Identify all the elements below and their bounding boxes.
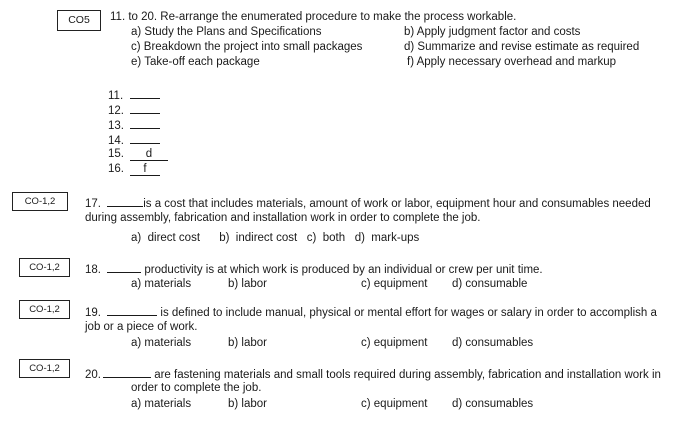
question-text: is a cost that includes materials, amount of work or labor, equipment hour and consumables needed — [143, 198, 651, 210]
question-19 — [85, 304, 657, 320]
answer-blank[interactable] — [107, 195, 143, 207]
choice-b: b) labor — [228, 337, 267, 349]
answer-number: 14. — [108, 135, 124, 147]
question-text: are fastening materials and small tools required during assembly, fabrication and installation work in — [154, 369, 661, 381]
choice-b: b) labor — [228, 398, 267, 410]
answer-blank[interactable] — [103, 366, 151, 378]
answer-row — [108, 132, 160, 148]
answer-row — [108, 147, 168, 161]
question-20-cont: order to complete the job. — [131, 382, 262, 394]
option-e: e) Take-off each package — [131, 56, 260, 68]
choice-d: d) consumable — [452, 278, 528, 290]
question-17 — [85, 195, 651, 211]
choice-a: a) materials — [131, 278, 192, 290]
answer-blank[interactable] — [130, 87, 160, 99]
answer-blank[interactable] — [130, 117, 160, 129]
choice-d: d) consumables — [452, 337, 534, 349]
question-number: 18. — [85, 264, 101, 276]
answer-row — [108, 162, 160, 176]
question-text: is defined to include manual, physical or mental effort for wages or salary in order to accomplish a — [160, 307, 657, 319]
option-c: c) Breakdown the project into small packages — [131, 41, 363, 53]
choice-a: a) materials — [131, 398, 192, 410]
answer-blank[interactable] — [107, 261, 141, 273]
answer-blank[interactable] — [107, 304, 157, 316]
question-17-choices: a) direct cost b) indirect cost c) both d) mark-ups — [131, 232, 420, 244]
answer-blank[interactable] — [130, 132, 160, 144]
option-a: a) Study the Plans and Specifications — [131, 26, 322, 38]
option-d: d) Summarize and revise estimate as required — [404, 41, 640, 53]
co-tag: CO-1,2 — [19, 359, 70, 378]
option-f: f) Apply necessary overhead and markup — [407, 56, 617, 68]
answer-row — [108, 117, 160, 133]
question-11-20-prompt: 11. to 20. Re-arrange the enumerated procedure to make the process workable. — [110, 11, 517, 23]
answer-row — [108, 102, 160, 118]
answer-number: 11. — [108, 90, 124, 102]
question-17-cont: during assembly, fabrication and installation work in order to complete the job. — [85, 212, 481, 224]
question-18 — [85, 261, 543, 277]
question-text: productivity is at which work is produced by an individual or crew per unit time. — [144, 264, 543, 276]
answer-row — [108, 87, 160, 103]
answer-number: 15. — [108, 148, 124, 160]
answer-number: 16. — [108, 163, 124, 175]
answer-number: 13. — [108, 120, 124, 132]
question-number: 17. — [85, 198, 101, 210]
answer-blank[interactable]: f — [130, 164, 160, 176]
question-number: 20. — [85, 369, 101, 381]
question-number: 19. — [85, 307, 101, 319]
choice-b: b) labor — [228, 278, 267, 290]
option-b: b) Apply judgment factor and costs — [404, 26, 581, 38]
answer-blank[interactable]: d — [130, 149, 168, 161]
choice-c: c) equipment — [361, 398, 428, 410]
answer-number: 12. — [108, 105, 124, 117]
choice-a: a) materials — [131, 337, 192, 349]
answer-blank[interactable] — [130, 102, 160, 114]
choice-d: d) consumables — [452, 398, 534, 410]
co-tag: CO-1,2 — [19, 300, 70, 319]
question-19-cont: job or a piece of work. — [85, 321, 198, 333]
choice-c: c) equipment — [361, 278, 428, 290]
question-20 — [85, 366, 661, 382]
co-tag: CO-1,2 — [12, 192, 68, 211]
co-tag: CO5 — [57, 10, 101, 31]
co-tag: CO-1,2 — [19, 258, 70, 277]
choice-c: c) equipment — [361, 337, 428, 349]
